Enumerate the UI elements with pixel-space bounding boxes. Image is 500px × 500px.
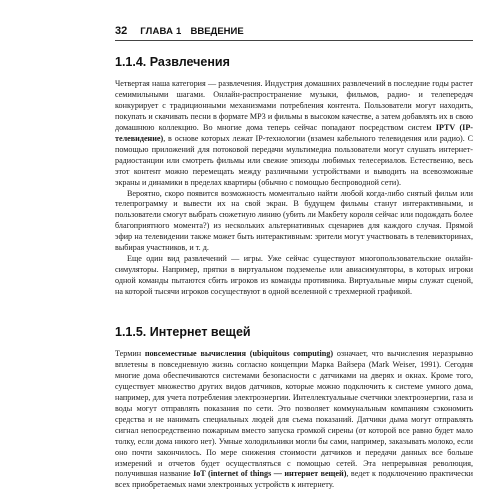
header-rule [115,40,473,41]
term-iptv: IPTV (IP-телевидение) [115,122,473,143]
paragraph: Термин повсеместные вычисления (ubiquitous computing) означает, что вычисления неразрывно вплетены в повседневную жизнь согласно концепции Марка Вайзера (Mark Weiser, 1991). Сегодня многие дома обеспечиваются системами безопасности с датчиками на дверях и окнах. Кроме того, существует множество других видов датчиков, которые можно подключить к системе умного дома, например, для учета потребления электроэнергии. Интеллектуальные счетчики электроэнергии, газа и воды могут отправлять показания по сети. Это позволяет коммунальным компаниям сэкономить средства и не нанимать специальных людей для съема показаний. Датчики дыма могут отправлять сигнал непосредственно пожарным вместо запуска громкой сирены (от которой все равно будет мало толку, если дома никого нет). Умные холодильники могли бы сами, например, заказывать молоко, если оно почти закончилось. По мере снижения стоимости датчиков и передачи данных все больше измерений и отчетов будет осуществляться с помощью сетей. Эта непрерывная революция, получившая название IoT (internet of things — интернет вещей), ведет к подключению практически всех приобретаемых нами электронных устройств к интернету. [115,349,473,490]
section-heading-iot: 1.1.5. Интернет вещей [115,325,251,339]
paragraph: Вероятно, скоро появится возможность моментально найти любой когда-либо снятый фильм или телепрограмму и вывести их на свой экран. В будущем фильмы станут интерактивными, и пользователи смогут выбрать сюжетную линию (убить ли Макбету короля сейчас или подождать более благоприятного момента?) из нескольких альтернативных сценариев для каждого случая. Прямой эфир на телевидении также может быть интерактивным: зрители могут участвовать в телевикторинах, выбирая участников, и т. д. [115,188,473,253]
chapter-label: ГЛАВА 1 [140,26,182,37]
section-body-entertainment [115,79,473,298]
term-iot: IoT (internet of things — интернет вещей) [193,469,347,479]
chapter-title: ВВЕДЕНИЕ [190,26,244,37]
running-head [115,25,244,37]
page-number: 32 [115,25,128,37]
section-body-iot [115,349,473,491]
paragraph: Еще один вид развлечений — игры. Уже сейчас существуют многопользовательские онлайн-симуляторы. Например, прятки в виртуальном подземелье или авиасимуляторы, в которых игроки одной команды пытаются сбить игроков из команды противника. Виртуальные миры служат сценой, на которой тысячи игроков сосуществуют в одной вселенной с трехмерной графикой. [115,254,473,297]
term-ubiquitous-computing: повсеместные вычисления (ubiquitous computing) [144,349,334,358]
paragraph: Четвертая наша категория — развлечения. Индустрия домашних развлечений в последние годы растет семимильными шагами. Онлайн-распространение музыки, фильмов, радио- и телепередач конкурирует с традиционными механизмами потребления контента. Пользователи могут находить, покупать и скачивать песни в формате MP3 и фильмы в высоком качестве, а затем добавлять их в свою домашнюю коллекцию. Во многие дома теперь сейчас попадают посредством систем IPTV (IP-телевидение), в основе которых лежат IP-технологии (взамен кабельного телевидения или радио). С помощью приложений для потоковой передачи мультимедиа пользователи могут слушать интернет-радиостанции или смотреть фильмы или свежие эпизоды любимых телесериалов. Естественно, весь этот контент можно перемещать между различными устройствами и выводить на всевозможные экраны и динамики в пределах квартиры (обычно с помощью беспроводной сети). [115,79,473,187]
section-heading-entertainment: 1.1.4. Развлечения [115,55,230,69]
